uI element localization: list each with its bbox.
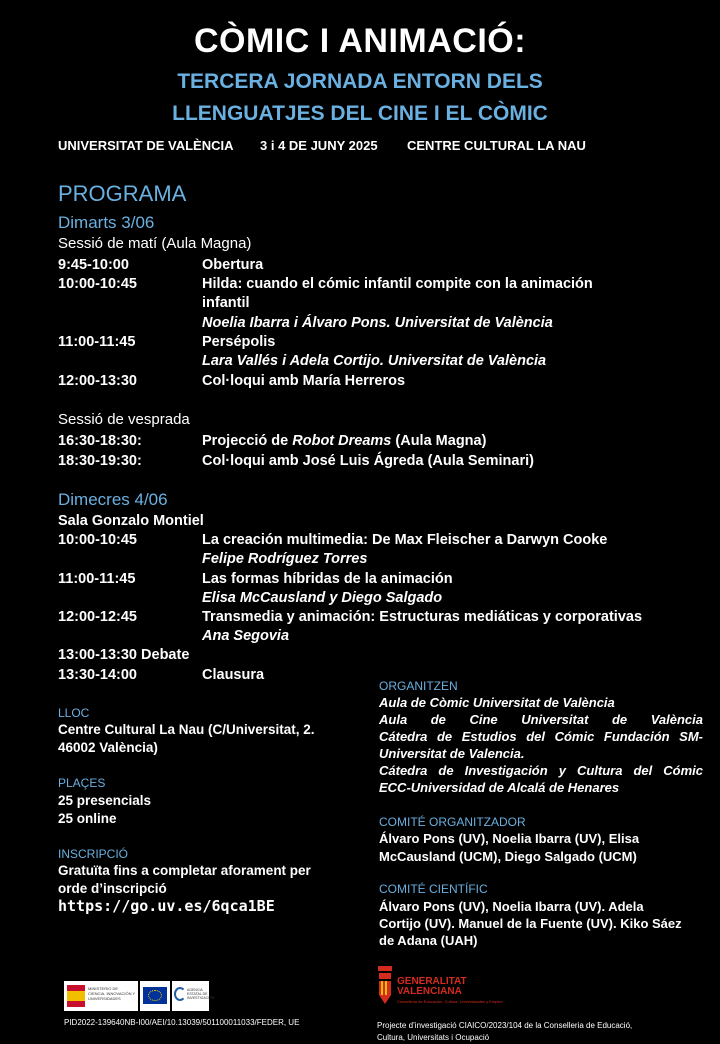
eu-logo xyxy=(140,981,170,1011)
schedule-speakers: Ana Segovia xyxy=(202,628,290,644)
organitzen-list xyxy=(379,694,703,796)
schedule-desc: Projecció de Robot Dreams (Aula Magna) xyxy=(202,433,487,449)
day2-title: Dimecres 4/06 xyxy=(58,490,168,509)
event-dates: 3 i 4 DE JUNY 2025 xyxy=(260,138,378,153)
schedule-time: 10:00-10:45 xyxy=(58,276,137,292)
day1-session-morning: Sessió de matí (Aula Magna) xyxy=(58,235,252,252)
inscripcio-line-2: orde d’inscripció xyxy=(58,881,167,896)
day1-title: Dimarts 3/06 xyxy=(58,213,155,232)
lloc-line-1: Centre Cultural La Nau (C/Universitat, 2. xyxy=(58,722,315,737)
comite-cie-line-1: Álvaro Pons (UV), Noelia Ibarra (UV). Adela xyxy=(379,899,644,914)
aei-logo-text: AGENCIA ESTATAL DE INVESTIGACIÓN xyxy=(187,988,215,1000)
schedule-speakers: Felipe Rodríguez Torres xyxy=(202,551,368,567)
schedule-time: 11:00-11:45 xyxy=(58,334,136,350)
lloc-line-2: 46002 València) xyxy=(58,740,158,755)
aei-symbol-icon xyxy=(174,987,186,1001)
schedule-desc: Hilda: cuando el cómic infantil compite con la animación xyxy=(202,276,593,292)
event-venue: CENTRE CULTURAL LA NAU xyxy=(407,138,586,153)
comite-cie-line-2: Cortijo (UV). Manuel de la Fuente (UV). Kiko Sáez xyxy=(379,916,682,931)
schedule-time: 10:00-10:45 xyxy=(58,532,137,548)
schedule-speakers: Noelia Ibarra i Álvaro Pons. Universitat de València xyxy=(202,315,553,331)
schedule-time: 9:45-10:00 xyxy=(58,257,129,273)
schedule-desc: Transmedia y animación: Estructuras mediáticas y corporativas xyxy=(202,609,643,625)
schedule-desc: Las formas híbridas de la animación xyxy=(202,571,453,587)
organizer-item: ECC-Universidad de Alcalá de Henares xyxy=(379,780,620,795)
page-title: CÒMIC I ANIMACIÓ: xyxy=(193,22,527,60)
schedule-desc: Persépolis xyxy=(202,334,276,350)
inscripcio-label: INSCRIPCIÓ xyxy=(58,847,129,861)
project-reference: Projecte d’investigació CIAICO/2023/104 de la Conselleria de Educació, Cultura, Universitats i Ocupació xyxy=(377,1021,633,1042)
university-name: UNIVERSITAT DE VALÈNCIA xyxy=(58,138,234,153)
programa-heading: PROGRAMA xyxy=(58,181,187,206)
lloc-label: LLOC xyxy=(58,706,90,720)
grant-reference: PID2022-139640NB-I00/AEI/10.13039/501100011033/FEDER, UE xyxy=(64,1018,300,1027)
schedule-speakers: Lara Vallés i Adela Cortijo. Universitat de València xyxy=(202,353,547,369)
schedule-desc: Clausura xyxy=(202,667,265,683)
places-line-1: 25 presencials xyxy=(58,793,152,808)
spain-shield-icon xyxy=(67,985,85,1007)
schedule-desc: infantil xyxy=(202,295,250,311)
organizer-item: Aula de Cine Universitat de València xyxy=(379,712,703,727)
schedule-time: 11:00-11:45 xyxy=(58,571,136,587)
comite-org-line-1: Álvaro Pons (UV), Noelia Ibarra (UV), Elisa xyxy=(379,831,640,846)
registration-link[interactable]: https://go.uv.es/6qca1BE xyxy=(58,897,275,915)
ministry-logo xyxy=(64,981,138,1011)
subtitle-line-1: TERCERA JORNADA ENTORN DELS xyxy=(177,70,543,93)
comite-org-label: COMITÉ ORGANITZADOR xyxy=(379,815,526,829)
gva-emblem-icon xyxy=(377,966,393,1012)
schedule-desc: La creación multimedia: De Max Fleischer a Darwyn Cooke xyxy=(202,532,608,548)
organizer-item: Universitat de Valencia. xyxy=(379,746,525,761)
schedule-desc: Col·loqui amb José Luis Ágreda (Aula Seminari) xyxy=(202,453,534,469)
schedule-time: 12:00-12:45 xyxy=(58,609,137,625)
eu-flag-icon xyxy=(143,987,167,1004)
schedule-time: 13:00-13:30 Debate xyxy=(58,647,190,663)
comite-org-line-2: McCausland (UCM), Diego Salgado (UCM) xyxy=(379,849,637,864)
schedule-time: 18:30-19:30: xyxy=(58,453,142,469)
places-line-2: 25 online xyxy=(58,811,117,826)
schedule-time: 12:00-13:30 xyxy=(58,373,137,389)
organitzen-label: ORGANITZEN xyxy=(379,679,458,693)
places-label: PLAÇES xyxy=(58,776,106,790)
schedule-desc: Obertura xyxy=(202,257,264,273)
organizer-item: Aula de Còmic Universitat de València xyxy=(379,695,615,710)
aei-logo xyxy=(172,981,215,1011)
schedule-speakers: Elisa McCausland y Diego Salgado xyxy=(202,590,443,606)
gva-department: Conselleria de Educación, Cultura, Universidades y Empleo xyxy=(397,999,503,1004)
schedule-time: 13:30-14:00 xyxy=(58,667,137,683)
subtitle-line-2: LLENGUATJES DEL CINE I EL CÒMIC xyxy=(172,102,548,125)
schedule-desc: Col·loqui amb María Herreros xyxy=(202,373,406,389)
gva-name: GENERALITAT VALENCIANA xyxy=(397,976,467,997)
comite-cie-label: COMITÉ CIENTÍFIC xyxy=(379,882,488,896)
film-title: Robot Dreams xyxy=(292,433,392,449)
inscripcio-line-1: Gratuïta fins a completar aforament per xyxy=(58,863,311,878)
schedule-time: 16:30-18:30: xyxy=(58,433,142,449)
ministry-logo-text: MINISTERIO DE CIENCIA, INNOVACIÓN Y UNIVERSIDADES xyxy=(88,986,136,1001)
organizer-item: Cátedra de Estudios del Cómic Fundación SM- xyxy=(379,729,703,744)
organizer-item: Cátedra de Investigación y Cultura del Cómic xyxy=(379,763,703,778)
day1-session-afternoon: Sessió de vesprada xyxy=(58,411,190,428)
comite-cie-line-3: de Adana (UAH) xyxy=(379,933,478,948)
